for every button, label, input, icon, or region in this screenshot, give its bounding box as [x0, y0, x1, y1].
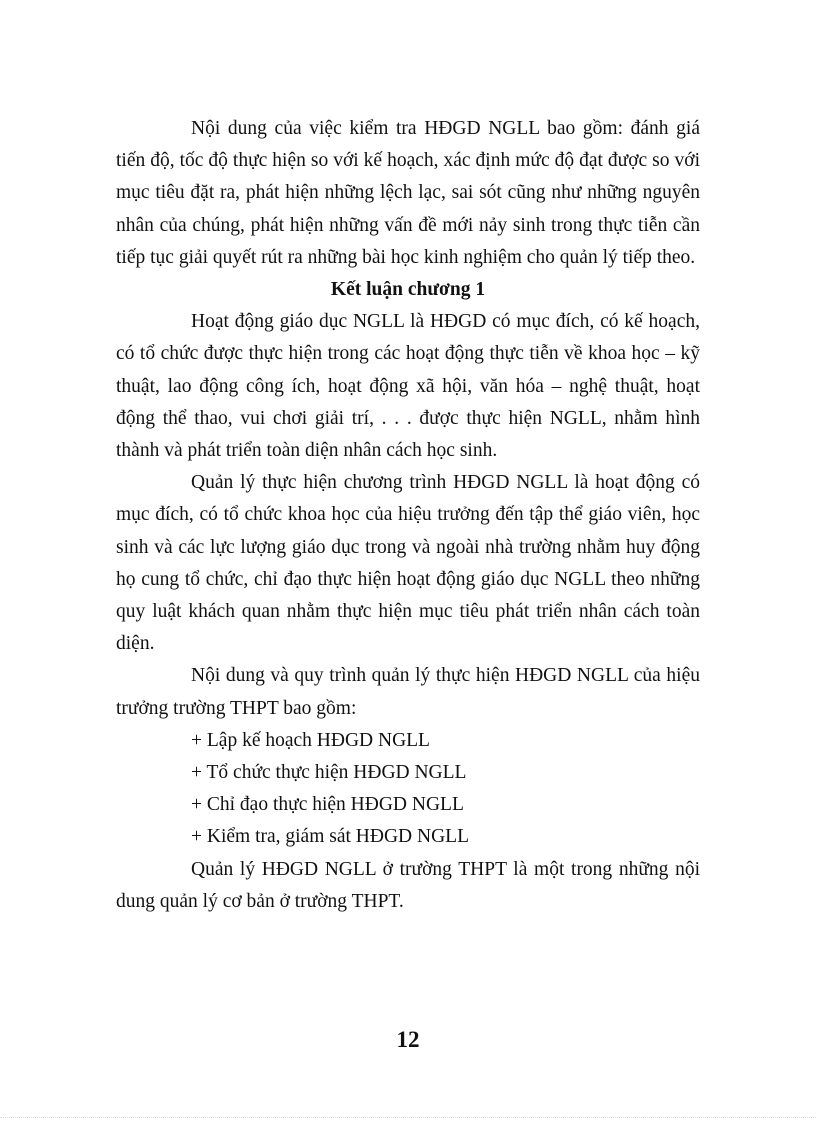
page-number: 12 — [396, 1027, 420, 1052]
paragraph-activity-definition: Hoạt động giáo dục NGLL là HĐGD có mục đích, có kế hoạch, có tổ chức được thực hiện trong các hoạt động thực tiễn về khoa học – kỹ thuật, lao động công ích, hoạt động xã hội, văn hóa – nghệ thuật, hoạt động thể thao, vui chơi giải trí, . . . được thực hiện NGLL, nhằm hình thành và phát triển toàn diện nhân cách học sinh. — [116, 311, 700, 462]
paragraph-inspection-content: Nội dung của việc kiểm tra HĐGD NGLL bao gồm: đánh giá tiến độ, tốc độ thực hiện so với kế hoạch, xác định mức độ đạt được so với mục tiêu đặt ra, phát hiện những lệch lạc, sai sót cũng như những nguyên nhân của chúng, phát hiện những vấn đề mới nảy sinh trong thực tiễn cần tiếp tục giải quyết rút ra những bài học kinh nghiệm cho quản lý tiếp theo. — [116, 118, 700, 268]
list-item: + Kiểm tra, giám sát HĐGD NGLL — [191, 826, 469, 848]
page-body — [116, 113, 700, 918]
list-item: + Lập kế hoạch HĐGD NGLL — [191, 729, 430, 751]
paragraph-closing: Quản lý HĐGD NGLL ở trường THPT là một trong những nội dung quản lý cơ bản ở trường THPT. — [116, 858, 700, 912]
paragraph-management-definition: Quản lý thực hiện chương trình HĐGD NGLL là hoạt động có mục đích, có tổ chức khoa học của hiệu trưởng đến tập thể giáo viên, học sinh và các lực lượng giáo dục trong và ngoài nhà trường nhằm huy động họ cung tổ chức, chỉ đạo thực hiện hoạt động giáo dục NGLL theo những quy luật khách quan nhằm thực hiện mục tiêu phát triển nhân cách toàn diện. — [116, 472, 700, 655]
section-heading: Kết luận chương 1 — [330, 279, 486, 301]
process-list — [116, 725, 700, 854]
page-bottom-rule — [0, 1117, 816, 1118]
paragraph-process-intro: Nội dung và quy trình quản lý thực hiện HĐGD NGLL của hiệu trưởng trường THPT bao gồm: — [116, 665, 700, 719]
list-item: + Chỉ đạo thực hiện HĐGD NGLL — [191, 794, 464, 816]
list-item: + Tổ chức thực hiện HĐGD NGLL — [191, 762, 467, 784]
